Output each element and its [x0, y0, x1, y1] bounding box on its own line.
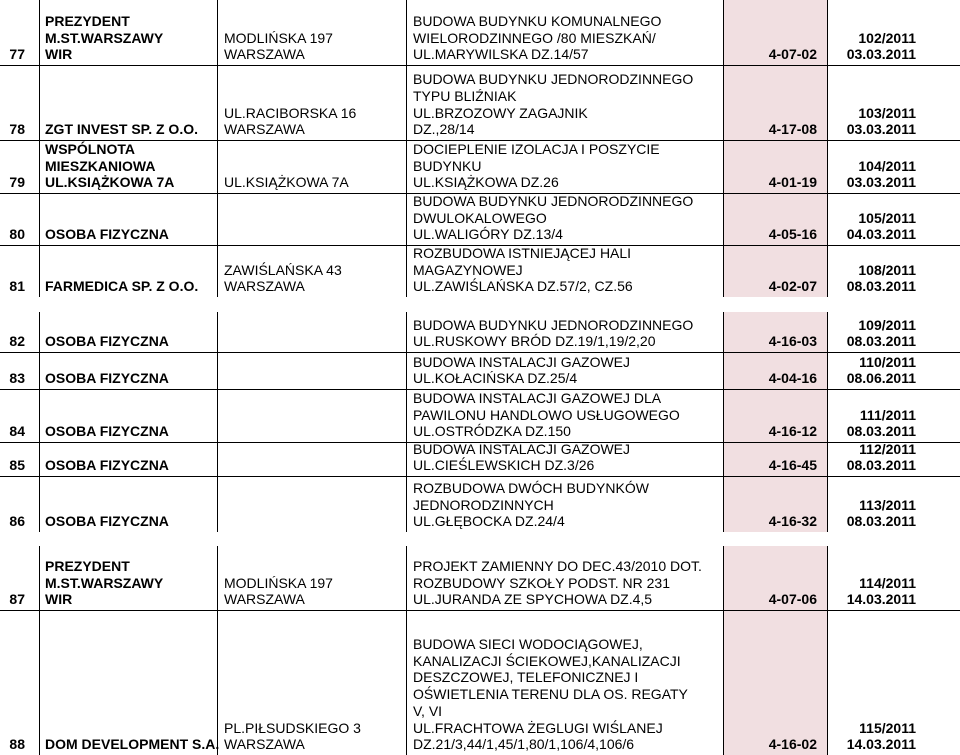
- project-description-line: DOCIEPLENIE IZOLACJA I POSZYCIE: [413, 140, 660, 157]
- area-code-cell: [724, 140, 828, 193]
- project-description-line: UL.FRACHTOWA ŻEGLUGI WIŚLANEJ: [413, 719, 663, 736]
- project-description-line: UL.ZAWIŚLAŃSKA DZ.57/2, CZ.56: [413, 278, 633, 295]
- investor-address-line: WARSZAWA: [224, 46, 305, 63]
- project-description-line: V, VI: [413, 702, 443, 719]
- project-description-line: TYPU BLIŹNIAK: [413, 87, 517, 104]
- investor-cell: [40, 312, 218, 352]
- project-description-cell: [407, 546, 724, 610]
- row-number-cell: [0, 65, 40, 140]
- decision-number-date-line: 115/2011: [859, 719, 916, 736]
- project-description-cell: [407, 476, 724, 532]
- area-code-line: 4-04-16: [768, 370, 817, 387]
- decision-number-date-line: 03.03.2011: [846, 121, 916, 138]
- area-code-line: 4-16-03: [768, 333, 817, 350]
- row-number-cell: [0, 193, 40, 245]
- row-number-cell: [0, 389, 40, 442]
- investor-line: PREZYDENT: [45, 12, 130, 29]
- investor-cell: [40, 476, 218, 532]
- area-code-line: 4-16-12: [768, 423, 817, 440]
- investor-address-cell: [218, 610, 407, 755]
- decision-number-date-line: 08.03.2011: [846, 513, 916, 530]
- decision-number-date-cell: [828, 442, 960, 476]
- investor-address-line: UL.RACIBORSKA 16: [224, 104, 357, 121]
- project-description-cell: [407, 0, 724, 65]
- project-description-line: DESZCZOWEJ, TELEFONICZNEJ I: [413, 669, 639, 686]
- investor-cell: [40, 245, 218, 297]
- table-row: [0, 476, 960, 532]
- investor-address-cell: [218, 65, 407, 140]
- area-code-line: 4-02-07: [768, 278, 817, 295]
- investor-cell: [40, 442, 218, 476]
- area-code-line: 4-16-32: [768, 513, 817, 530]
- table-row: [0, 352, 960, 389]
- table-row: [0, 0, 960, 65]
- project-description-line: BUDYNKU: [413, 157, 482, 174]
- investor-line: DOM DEVELOPMENT S.A.: [45, 736, 220, 753]
- table-row: [0, 312, 960, 352]
- investor-address-cell: [218, 546, 407, 610]
- row-number-line: 83: [9, 370, 25, 387]
- area-code-cell: [724, 476, 828, 532]
- area-code-line: 4-17-08: [768, 121, 817, 138]
- decision-number-date-line: 103/2011: [858, 104, 916, 121]
- project-description-line: ROZBUDOWA DWÓCH BUDYNKÓW: [413, 479, 649, 496]
- investor-line: M.ST.WARSZAWY: [45, 29, 164, 46]
- area-code-cell: [724, 245, 828, 297]
- area-code-line: 4-16-02: [768, 736, 817, 753]
- area-code-cell: [724, 610, 828, 755]
- decision-number-date-line: 04.03.2011: [846, 226, 916, 243]
- investor-cell: [40, 610, 218, 755]
- investor-cell: [40, 193, 218, 245]
- investor-address-line: WARSZAWA: [224, 591, 305, 608]
- investor-cell: [40, 140, 218, 193]
- row-number-line: 85: [9, 457, 25, 474]
- investor-line: WIR: [45, 46, 73, 63]
- decision-number-date-line: 110/2011: [859, 353, 916, 370]
- decision-number-date-line: 112/2011: [859, 440, 916, 457]
- table-row: [0, 442, 960, 476]
- row-number-line: 87: [9, 591, 25, 608]
- investor-address-cell: [218, 140, 407, 193]
- project-description-line: UL.CIEŚLEWSKICH DZ.3/26: [413, 457, 595, 474]
- project-description-line: UL.OSTRÓDZKA DZ.150: [413, 423, 571, 440]
- decision-number-date-line: 08.03.2011: [846, 423, 916, 440]
- decision-number-date-line: 03.03.2011: [846, 46, 916, 63]
- investor-address-cell: [218, 476, 407, 532]
- project-description-line: UL.KOŁACIŃSKA DZ.25/4: [413, 370, 578, 387]
- project-description-line: BUDOWA BUDYNKU KOMUNALNEGO: [413, 12, 662, 29]
- decision-number-date-line: 105/2011: [858, 209, 916, 226]
- row-number-line: 78: [9, 121, 25, 138]
- investor-line: MIESZKANIOWA: [45, 157, 156, 174]
- decision-number-date-line: 14.03.2011: [846, 591, 916, 608]
- decision-number-date-cell: [828, 312, 960, 352]
- decision-number-date-line: 14.03.2011: [846, 736, 916, 753]
- project-description-line: BUDOWA BUDYNKU JEDNORODZINNEGO: [413, 192, 694, 209]
- area-code-cell: [724, 65, 828, 140]
- decision-number-date-line: 08.06.2011: [846, 370, 916, 387]
- decision-number-date-cell: [828, 140, 960, 193]
- decision-number-date-cell: [828, 610, 960, 755]
- decision-number-date-line: 109/2011: [858, 316, 916, 333]
- row-number-line: 84: [9, 423, 25, 440]
- decision-number-date-line: 113/2011: [859, 496, 916, 513]
- row-number-line: 79: [9, 174, 25, 191]
- project-description-line: BUDOWA BUDYNKU JEDNORODZINNEGO: [413, 71, 694, 88]
- decision-number-date-cell: [828, 245, 960, 297]
- investor-address-cell: [218, 0, 407, 65]
- project-description-line: PROJEKT ZAMIENNY DO DEC.43/2010 DOT.: [413, 557, 702, 574]
- row-number-cell: [0, 0, 40, 65]
- row-number-line: 86: [9, 513, 25, 530]
- project-description-cell: [407, 65, 724, 140]
- investor-cell: [40, 352, 218, 389]
- investor-line: OSOBA FIZYCZNA: [45, 513, 169, 530]
- investor-line: WSPÓLNOTA: [45, 140, 135, 157]
- project-description-line: BUDOWA INSTALACJI GAZOWEJ: [413, 440, 631, 457]
- area-code-line: 4-05-16: [768, 226, 817, 243]
- decision-number-date-cell: [828, 476, 960, 532]
- project-description-line: ROZBUDOWY SZKOŁY PODST. NR 231: [413, 574, 670, 591]
- area-code-cell: [724, 442, 828, 476]
- project-description-cell: [407, 442, 724, 476]
- project-description-line: MAGAZYNOWEJ: [413, 261, 523, 278]
- investor-address-line: WARSZAWA: [224, 121, 305, 138]
- project-description-cell: [407, 245, 724, 297]
- investor-address-line: PL.PIŁSUDSKIEGO 3: [224, 719, 361, 736]
- area-code-cell: [724, 312, 828, 352]
- row-number-line: 82: [9, 333, 25, 350]
- investor-line: WIR: [45, 591, 73, 608]
- decision-number-date-cell: [828, 389, 960, 442]
- decision-number-date-line: 108/2011: [858, 261, 916, 278]
- area-code-cell: [724, 546, 828, 610]
- decision-number-date-line: 08.03.2011: [846, 333, 916, 350]
- decision-number-date-cell: [828, 193, 960, 245]
- table-row: [0, 65, 960, 140]
- investor-address-cell: [218, 389, 407, 442]
- decision-number-date-line: 102/2011: [858, 29, 916, 46]
- decision-number-date-cell: [828, 352, 960, 389]
- project-description-line: UL.GŁĘBOCKA DZ.24/4: [413, 513, 565, 530]
- investor-cell: [40, 0, 218, 65]
- project-description-line: JEDNORODZINNYCH: [413, 496, 554, 513]
- row-number-cell: [0, 610, 40, 755]
- project-description-cell: [407, 312, 724, 352]
- decision-number-date-line: 03.03.2011: [846, 174, 916, 191]
- decision-number-date-line: 111/2011: [859, 406, 916, 423]
- investor-address-cell: [218, 442, 407, 476]
- project-description-line: UL.JURANDA ZE SPYCHOWA DZ.4,5: [413, 591, 653, 608]
- area-code-line: 4-07-06: [768, 591, 817, 608]
- decision-number-date-line: 114/2011: [859, 574, 916, 591]
- project-description-line: ROZBUDOWA ISTNIEJĄCEJ HALI: [413, 244, 632, 261]
- project-description-cell: [407, 352, 724, 389]
- area-code-cell: [724, 0, 828, 65]
- investor-line: M.ST.WARSZAWY: [45, 574, 164, 591]
- table-row: [0, 610, 960, 755]
- row-number-line: 81: [9, 278, 25, 295]
- project-description-line: WIELORODZINNEGO /80 MIESZKAŃ/: [413, 29, 656, 46]
- project-description-line: BUDOWA INSTALACJI GAZOWEJ: [413, 353, 631, 370]
- project-description-line: UL.MARYWILSKA DZ.14/57: [413, 46, 589, 63]
- project-description-line: UL.BRZOZOWY ZAGAJNIK: [413, 104, 588, 121]
- table-row: [0, 546, 960, 610]
- row-number-cell: [0, 546, 40, 610]
- table-row: [0, 193, 960, 245]
- project-description-line: UL.RUSKOWY BRÓD DZ.19/1,19/2,20: [413, 333, 656, 350]
- investor-line: OSOBA FIZYCZNA: [45, 370, 169, 387]
- area-code-cell: [724, 352, 828, 389]
- table-row: [0, 389, 960, 442]
- decision-number-date-cell: [828, 546, 960, 610]
- row-number-line: 88: [9, 736, 25, 753]
- project-description-cell: [407, 140, 724, 193]
- decision-number-date-line: 08.03.2011: [846, 278, 916, 295]
- row-number-cell: [0, 312, 40, 352]
- area-code-cell: [724, 389, 828, 442]
- area-code-line: 4-07-02: [768, 46, 817, 63]
- decision-number-date-line: 08.03.2011: [846, 457, 916, 474]
- decision-number-date-cell: [828, 65, 960, 140]
- row-number-cell: [0, 352, 40, 389]
- project-description-line: DZ.21/3,44/1,45/1,80/1,106/4,106/6: [413, 736, 635, 753]
- project-description-line: OŚWIETLENIA TERENU DLA OS. REGATY: [413, 686, 688, 703]
- investor-cell: [40, 65, 218, 140]
- investor-line: FARMEDICA SP. Z O.O.: [45, 278, 199, 295]
- investor-line: OSOBA FIZYCZNA: [45, 423, 169, 440]
- investor-line: PREZYDENT: [45, 557, 130, 574]
- investor-address-line: UL.KSIĄŻKOWA 7A: [224, 174, 349, 191]
- row-number-cell: [0, 245, 40, 297]
- table-row: [0, 140, 960, 193]
- row-number-cell: [0, 140, 40, 193]
- investor-cell: [40, 389, 218, 442]
- investor-line: OSOBA FIZYCZNA: [45, 226, 169, 243]
- investor-line: OSOBA FIZYCZNA: [45, 333, 169, 350]
- project-description-line: DZ.,28/14: [413, 121, 475, 138]
- investor-address-cell: [218, 193, 407, 245]
- project-description-line: PAWILONU HANDLOWO USŁUGOWEGO: [413, 406, 680, 423]
- project-description-cell: [407, 389, 724, 442]
- investor-address-line: WARSZAWA: [224, 736, 305, 753]
- row-number-cell: [0, 442, 40, 476]
- row-number-cell: [0, 476, 40, 532]
- project-description-cell: [407, 610, 724, 755]
- investor-address-line: WARSZAWA: [224, 278, 305, 295]
- decision-number-date-line: 104/2011: [858, 157, 916, 174]
- investor-address-line: ZAWIŚLAŃSKA 43: [224, 261, 342, 278]
- table-row: [0, 245, 960, 297]
- row-number-line: 80: [9, 226, 25, 243]
- area-code-cell: [724, 193, 828, 245]
- row-number-line: 77: [9, 46, 25, 63]
- project-description-line: BUDOWA BUDYNKU JEDNORODZINNEGO: [413, 316, 694, 333]
- investor-address-line: MODLIŃSKA 197: [224, 574, 333, 591]
- project-description-cell: [407, 193, 724, 245]
- project-description-line: BUDOWA INSTALACJI GAZOWEJ DLA: [413, 389, 662, 406]
- project-description-line: DWULOKALOWEGO: [413, 209, 547, 226]
- area-code-line: 4-01-19: [768, 174, 817, 191]
- investor-line: ZGT INVEST SP. Z O.O.: [45, 121, 198, 138]
- project-description-line: BUDOWA SIECI WODOCIĄGOWEJ,: [413, 636, 643, 653]
- project-description-line: UL.KSIĄŻKOWA DZ.26: [413, 174, 559, 191]
- investor-line: OSOBA FIZYCZNA: [45, 457, 169, 474]
- investor-address-cell: [218, 245, 407, 297]
- investor-address-cell: [218, 352, 407, 389]
- project-description-line: KANALIZACJI ŚCIEKOWEJ,KANALIZACJI: [413, 652, 681, 669]
- project-description-line: UL.WALIGÓRY DZ.13/4: [413, 226, 563, 243]
- investor-cell: [40, 546, 218, 610]
- investor-address-line: MODLIŃSKA 197: [224, 29, 333, 46]
- investor-line: UL.KSIĄŻKOWA 7A: [45, 174, 175, 191]
- decision-number-date-cell: [828, 0, 960, 65]
- area-code-line: 4-16-45: [768, 457, 817, 474]
- investor-address-cell: [218, 312, 407, 352]
